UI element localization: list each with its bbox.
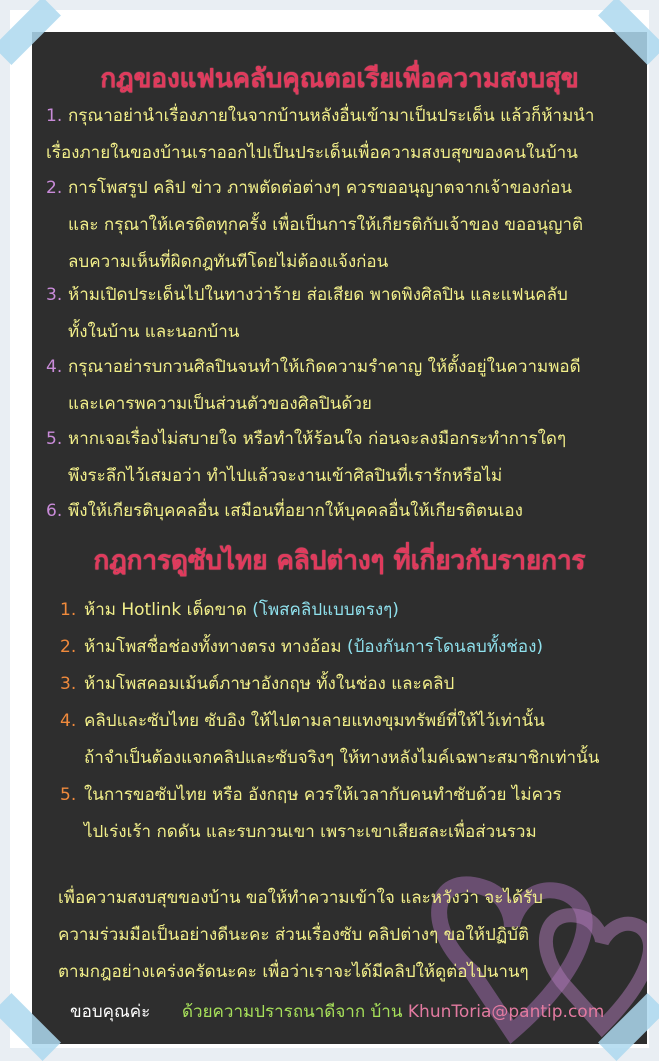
rule-text: กรุณาอย่ารบกวนศิลปินจนทำให้เกิดความรำคาญ ให้ตั้งอยู่ในความพอดี [68,357,581,377]
rule-5 [46,421,636,495]
photo-frame [10,10,649,1048]
rule-text: เรื่องภายในของบ้านเราออกไปเป็นประเด็นเพื่อความสงบสุขของคนในบ้าน [46,143,578,163]
rule-number: 2. [46,178,63,198]
rule-number: 1. [60,600,77,620]
closing-line: ตามกฎอย่างเคร่งครัดนะคะ เพื่อว่าเราจะได้มีคลิปให้ดูต่อไปนานๆ [58,962,529,982]
closing-message [58,880,638,991]
rule-number: 1. [46,106,63,126]
sub-rule-3 [60,666,640,703]
sub-rule-2 [60,629,640,666]
rule-text: ห้ามโพสชื่อช่องทั้งทางตรง ทางอ้อม [84,637,347,657]
rule-text: ห้าม Hotlink เด็ดขาด [84,600,253,620]
rule-3 [46,277,636,351]
rule-number: 5. [60,785,77,805]
rule-6 [46,493,636,530]
rule-text: และเคารพความเป็นส่วนตัวของศิลปินด้วย [68,394,372,414]
signature-prefix: ด้วยความปรารถนาดีจาก บ้าน [182,1002,408,1022]
rule-number: 4. [46,357,63,377]
rule-number: 5. [46,429,63,449]
rule-note: (ป้องกันการโดนลบทั้งช่อง) [347,637,544,657]
rule-number: 6. [46,501,63,521]
signature [182,998,604,1025]
rule-text: ทั้งในบ้าน และนอกบ้าน [68,322,240,342]
rule-1 [46,98,636,172]
rule-2 [46,170,636,281]
rule-4 [46,349,636,423]
rule-text: ลบความเห็นที่ผิดกฎทันทีโดยไม่ต้องแจ้งก่อน [68,252,389,272]
rule-text: ห้ามโพสคอมเม้นต์ภาษาอังกฤษ ทั้งในช่อง และคลิป [84,674,455,694]
rule-number: 2. [60,637,77,657]
sub-rule-4 [60,703,640,777]
title-fanclub-rules: กฎของแฟนคลับคุณตอเรียเพื่อความสงบสุข [100,64,579,94]
rule-text: ในการขอซับไทย หรือ อังกฤษ ควรให้เวลากับคนทำซับด้วย ไม่ควร [84,785,562,805]
rule-text: คลิปและซับไทย ซับอิง ให้ไปตามลายแทงขุมทรัพย์ที่ให้ไว้เท่านั้น [84,711,545,731]
rule-text: พึงระลึกไว้เสมอว่า ทำไปแล้วจะงานเข้าศิลปินที่เรารักหรือไม่ [68,466,503,486]
rule-text: และ กรุณาให้เครดิตทุกครั้ง เพื่อเป็นการให้เกียรติกับเจ้าของ ขออนุญาติ [68,215,584,235]
chalkboard [32,32,647,1044]
thanks-text: ขอบคุณค่ะ [70,1002,151,1022]
rule-note: (โพสคลิปแบบตรงๆ) [252,600,399,620]
rule-text: ไปเร่งเร้า กดดัน และรบกวนเขา เพราะเขาเสียสละเพื่อส่วนรวม [84,822,537,842]
closing-line: ความร่วมมือเป็นอย่างดีนะคะ ส่วนเรื่องซับ คลิปต่างๆ ขอให้ปฏิบัติ [58,925,530,945]
rule-number: 4. [60,711,77,731]
signature-name: KhunToria@pantip.com [407,1002,605,1022]
rule-number: 3. [60,674,77,694]
rule-text: พึงให้เกียรติบุคคลอื่น เสมือนที่อยากให้บุคคลอื่นให้เกียรติตนเอง [68,501,523,521]
closing-line: เพื่อความสงบสุขของบ้าน ขอให้ทำความเข้าใจ และหวังว่า จะได้รับ [58,888,543,908]
rule-text: ห้ามเปิดประเด็นไปในทางว่าร้าย ส่อเสียด พาดพิงศิลปิน และแฟนคลับ [68,285,568,305]
title-subtitle-rules: กฎการดูซับไทย คลิปต่างๆ ที่เกี่ยวกับรายการ [93,546,586,576]
rule-text: กรุณาอย่านำเรื่องภายในจากบ้านหลังอื่นเข้ามาเป็นประเด็น แล้วก็ห้ามนำ [68,106,595,126]
sub-rule-5 [60,777,640,851]
rule-text: การโพสรูป คลิป ข่าว ภาพตัดต่อต่างๆ ควรขออนุญาตจากเจ้าของก่อน [68,178,572,198]
sub-rule-1 [60,592,640,629]
rule-number: 3. [46,285,63,305]
rule-text: ถ้าจำเป็นต้องแจกคลิปและซับจริงๆ ให้ทางหลังไมค์เฉพาะสมาชิกเท่านั้น [84,748,600,768]
rule-text: หากเจอเรื่องไม่สบายใจ หรือทำให้ร้อนใจ ก่อนจะลงมือกระทำการใดๆ [68,429,567,449]
